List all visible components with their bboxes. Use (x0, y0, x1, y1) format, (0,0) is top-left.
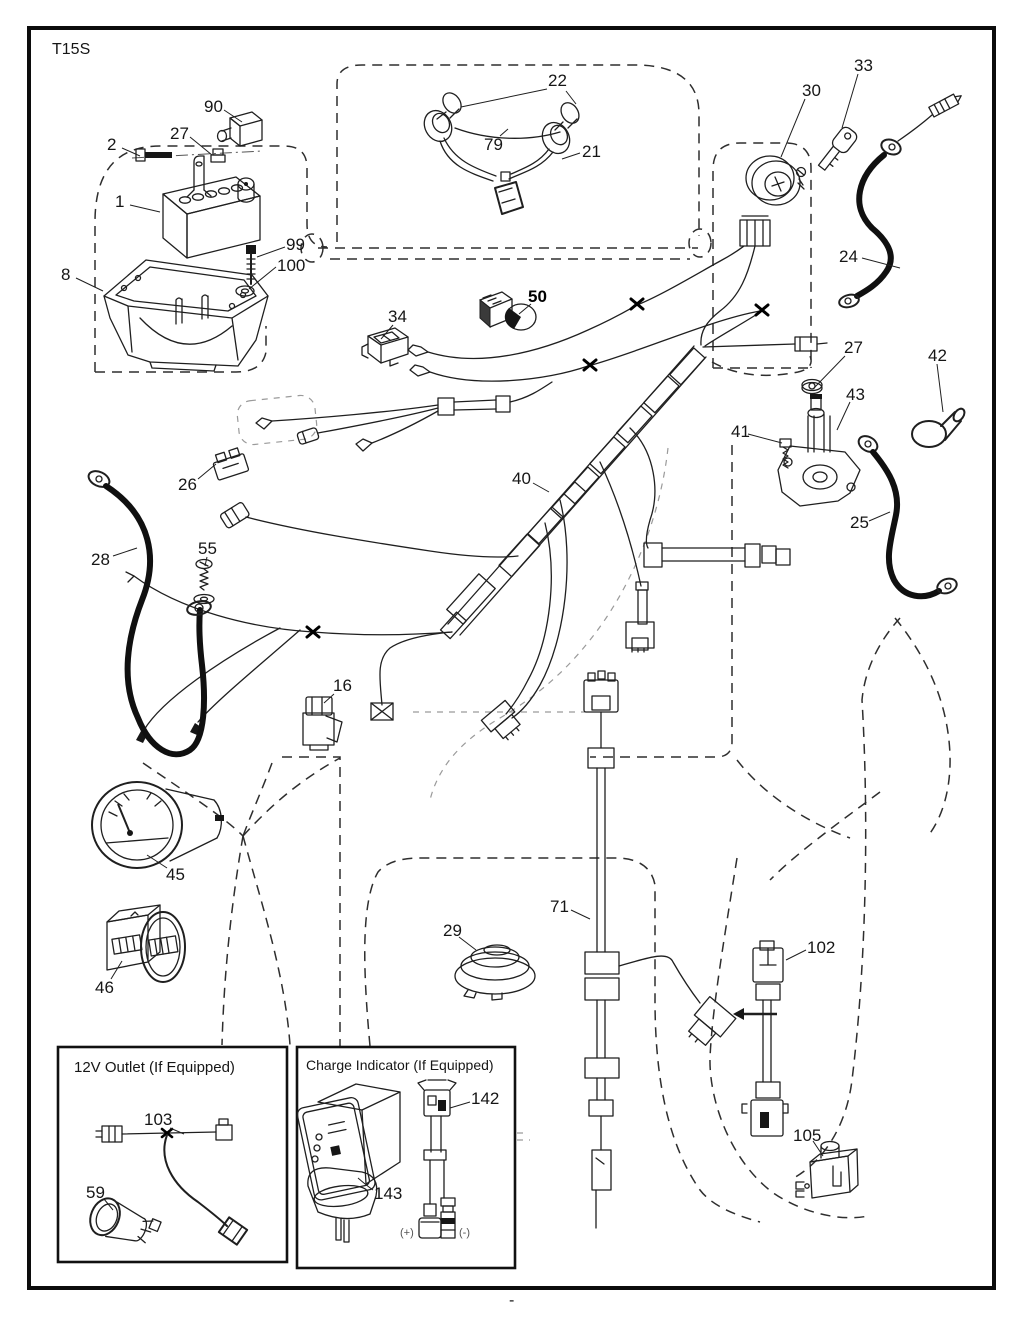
part-battery (163, 177, 260, 258)
fuse-26 (211, 447, 249, 481)
callout-50: 50 (528, 287, 547, 306)
inline-fuse-holder (630, 428, 790, 567)
wire-assembly-102 (733, 941, 788, 1136)
solenoid-nut-27 (802, 380, 822, 394)
callout-55: 55 (198, 539, 217, 558)
callout-142: 142 (471, 1089, 500, 1108)
gauge-45 (92, 782, 224, 868)
hour-meter-46 (107, 905, 185, 982)
charge-box-title: Charge Indicator (If Equipped) (306, 1057, 494, 1073)
callout-71: 71 (550, 897, 569, 916)
callout-25: 25 (850, 513, 869, 532)
ignition-key (815, 125, 859, 174)
callout-34: 34 (388, 307, 407, 326)
dash-wires (408, 216, 827, 381)
ground-cable-25 (856, 433, 959, 596)
charge-wire-142 (400, 1080, 470, 1239)
battery-bolt (136, 149, 172, 161)
callout-26: 26 (178, 475, 197, 494)
page-border (29, 28, 994, 1288)
battery-nut (211, 149, 225, 162)
callout-28: 28 (91, 550, 110, 569)
callout-40: 40 (512, 469, 531, 488)
callout-45: 45 (166, 865, 185, 884)
battery-cable-24 (838, 91, 964, 309)
charge-indicator-unit-143 (296, 1084, 403, 1242)
callout-33: 33 (854, 56, 873, 75)
outlet-box-title: 12V Outlet (If Equipped) (74, 1059, 235, 1076)
callout-46: 46 (95, 978, 114, 997)
outlet-socket-59 (85, 1194, 162, 1255)
callout-2: 2 (107, 135, 117, 154)
callout-30: 30 (802, 81, 821, 100)
callout-103: 103 (144, 1110, 173, 1129)
callout-42: 42 (928, 346, 947, 365)
callout-27-top: 27 (170, 124, 189, 143)
harness-branch-wires (126, 500, 567, 745)
callout-99: 99 (286, 235, 305, 254)
outlet-harness-103 (96, 1119, 247, 1245)
chassis-outline (95, 65, 950, 1222)
callout-102: 102 (807, 938, 836, 957)
ignition-switch (746, 156, 806, 205)
terminal-boot-42 (912, 407, 967, 447)
callout-43: 43 (846, 385, 865, 404)
callout-8: 8 (61, 265, 71, 284)
callout-22: 22 (548, 71, 567, 90)
inset-charge-indicator (296, 1047, 515, 1268)
callout-24: 24 (839, 247, 858, 266)
callout-41: 41 (731, 422, 750, 441)
callout-21: 21 (582, 142, 601, 161)
fuse-link-wires (256, 382, 552, 451)
model-code: T15S (52, 41, 91, 58)
solenoid-43 (778, 394, 860, 506)
callout-16: 16 (333, 676, 352, 695)
polarity-negative-label: (-) (459, 1227, 470, 1239)
connector-stem (600, 462, 654, 652)
callout-100: 100 (277, 256, 306, 275)
callout-143: 143 (374, 1184, 403, 1203)
callout-105: 105 (793, 1126, 822, 1145)
ground-cable-28 (86, 468, 204, 754)
fuse-assembly-90 (218, 112, 263, 146)
callout-27-right: 27 (844, 338, 863, 357)
footer-mark: - (509, 1292, 515, 1309)
callouts (61, 56, 947, 1210)
battery-box-8 (104, 260, 268, 371)
main-harness-40 (441, 346, 706, 639)
polarity-positive-label: (+) (400, 1227, 414, 1239)
wire-lead-71 (584, 671, 736, 1228)
cap-29 (455, 945, 535, 1000)
callout-59: 59 (86, 1183, 105, 1202)
interlock-switch-16 (303, 697, 342, 750)
callout-1: 1 (115, 192, 125, 211)
callout-90: 90 (204, 97, 223, 116)
inset-12v-outlet (58, 1047, 287, 1262)
callout-29: 29 (443, 921, 462, 940)
switch-105 (796, 1142, 858, 1199)
callout-79: 79 (484, 135, 503, 154)
